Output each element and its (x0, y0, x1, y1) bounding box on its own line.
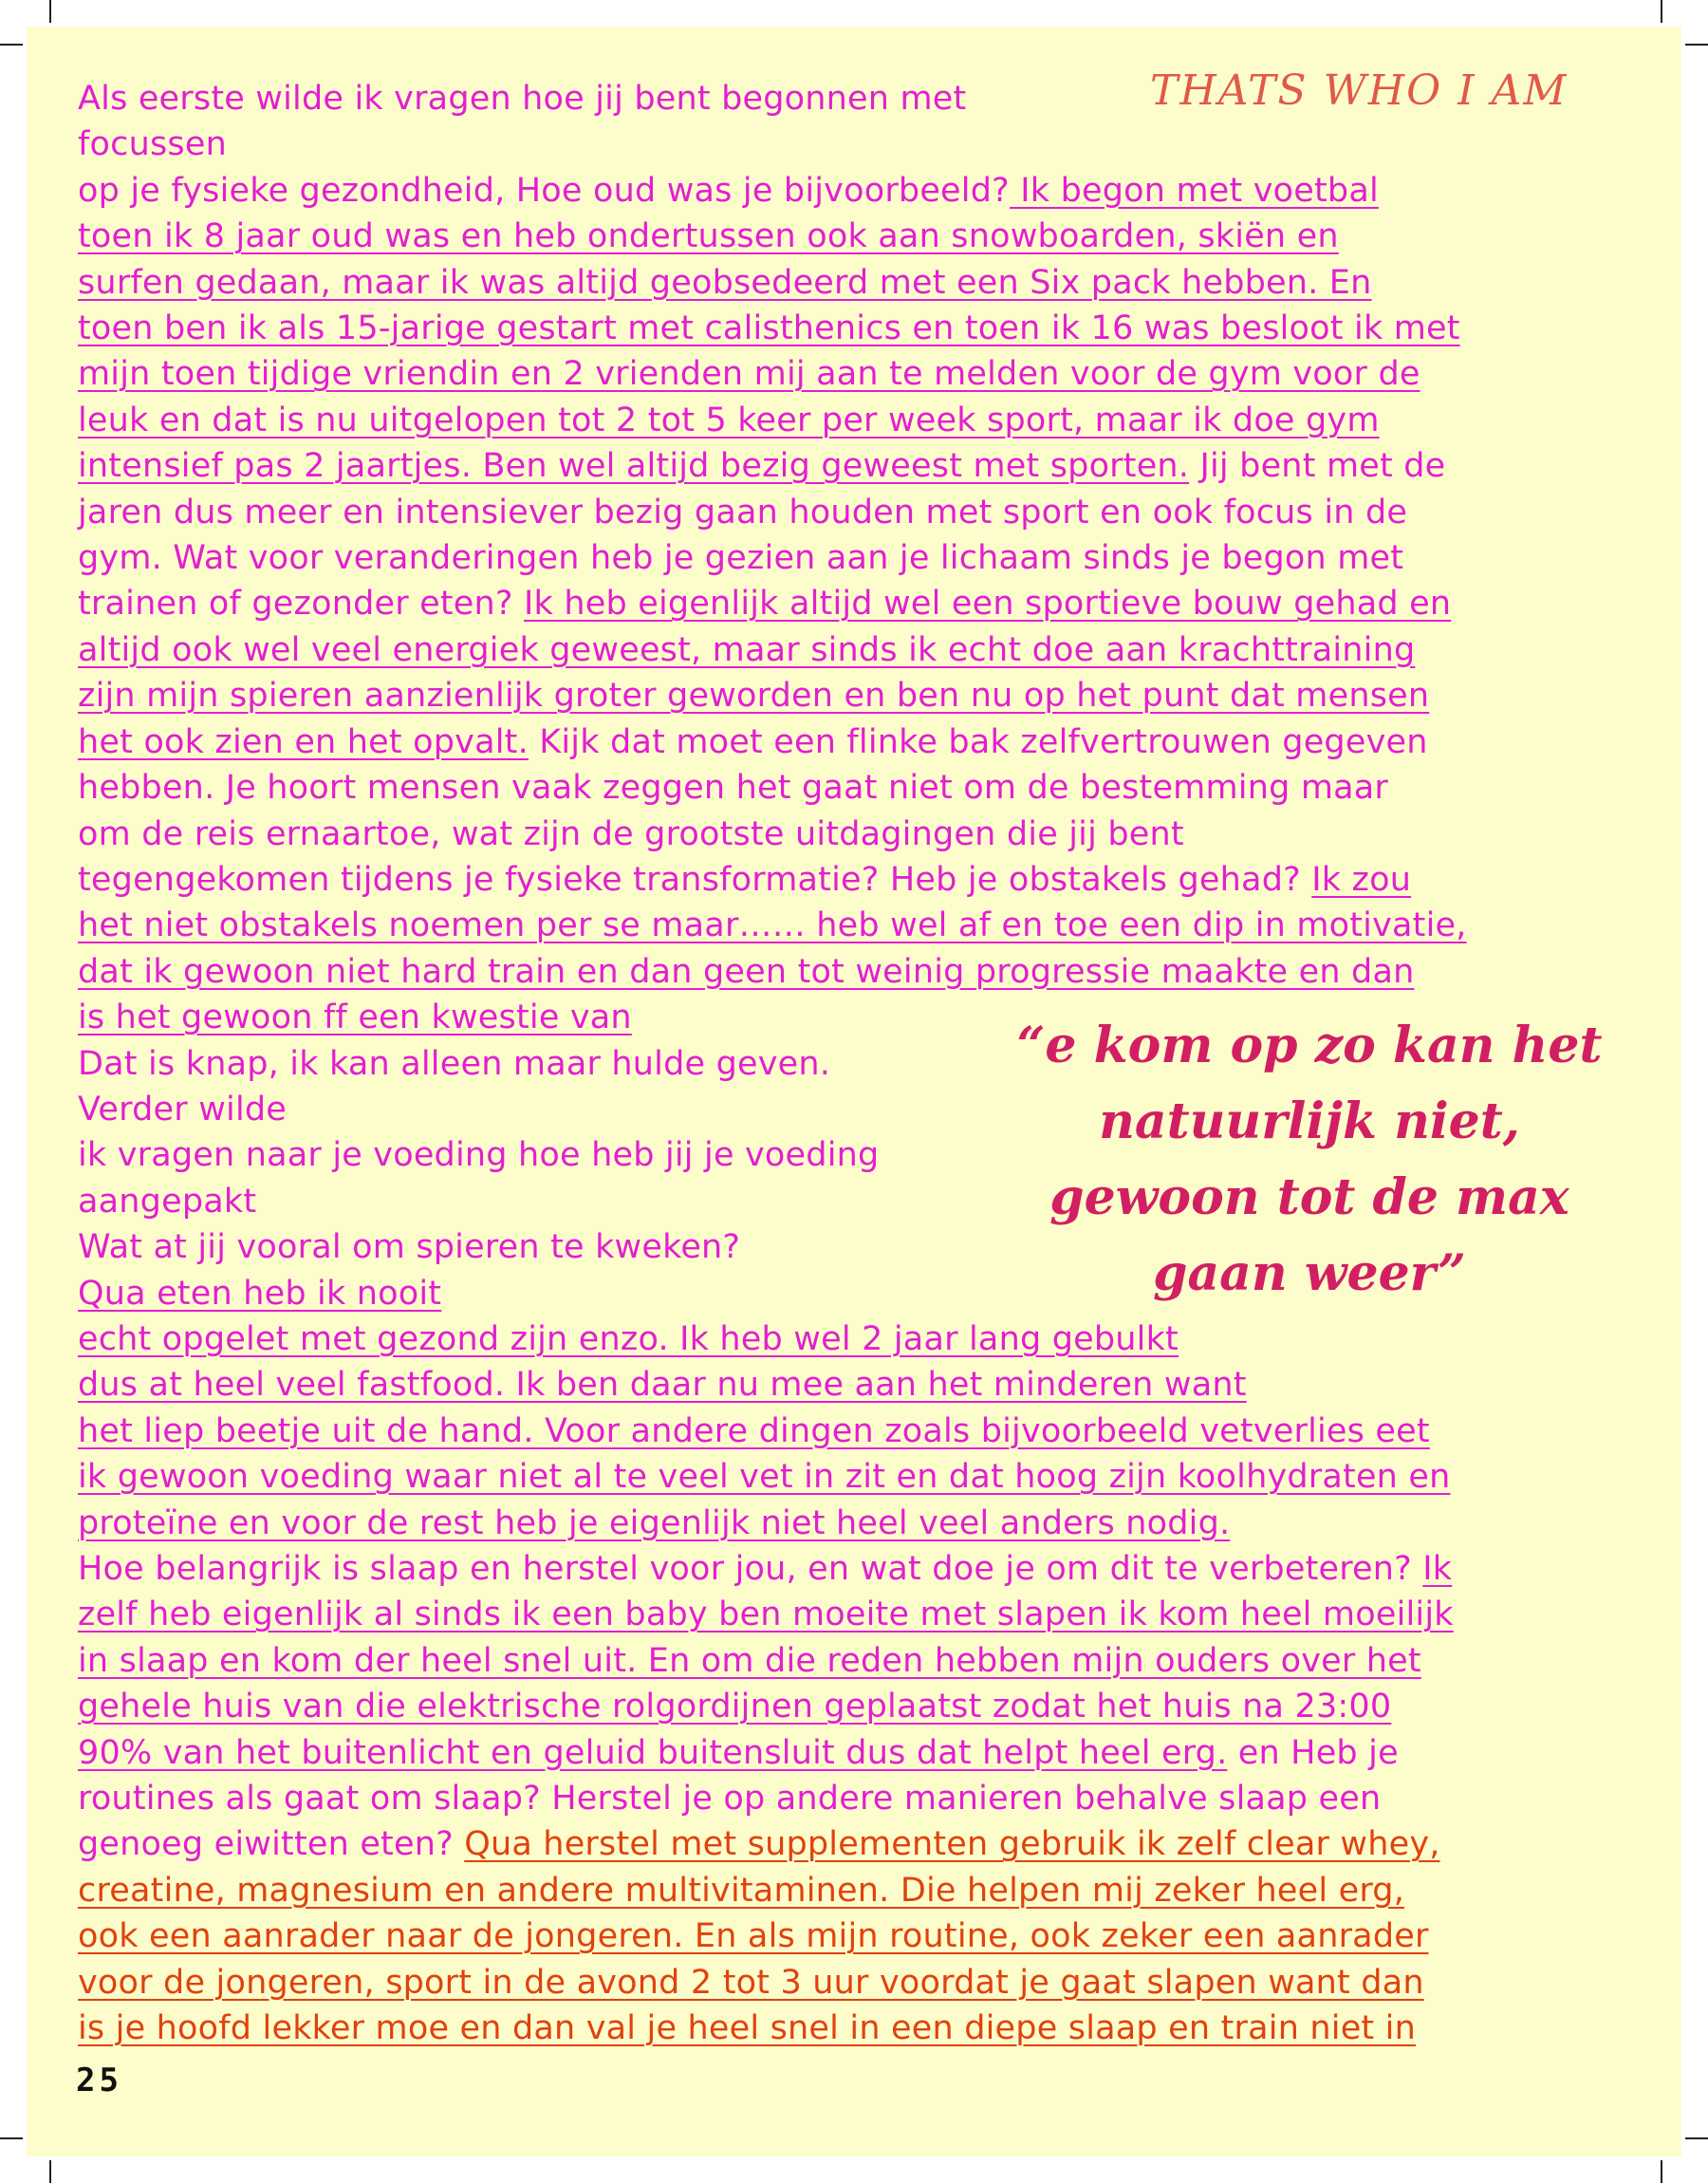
text-line (78, 581, 1630, 626)
text-line (78, 535, 1630, 581)
text-line (78, 1821, 1630, 1867)
text-line (78, 260, 1630, 306)
text-line (78, 1179, 1027, 1224)
text-line (78, 1960, 1630, 2006)
text-line (78, 1730, 1630, 1776)
text-line (78, 1454, 1630, 1500)
answer-text: ik gewoon voeding waar niet al te veel vet in zit en dat hoog zijn koolhydraten en (78, 1458, 1451, 1497)
crop-mark-top-right-v (1661, 0, 1662, 23)
text-line (78, 121, 1630, 167)
answer-text: Ik begon met voetbal (1009, 171, 1379, 210)
answer-text: Qua eten heb ik nooit (78, 1274, 442, 1313)
answer-text: het ook zien en het opvalt. (78, 722, 529, 761)
question-text: trainen of gezonder eten? (78, 585, 525, 624)
text-line (78, 1501, 1630, 1546)
crop-mark-bottom-left-v (49, 2160, 51, 2183)
crop-mark-top-left-h (0, 44, 23, 46)
text-line (78, 1913, 1630, 1959)
question-text: en Heb je (1227, 1733, 1399, 1772)
answer-text: zelf heb eigenlijk al sinds ik een baby ben moeite met slapen ik kom heel moeilijk (78, 1595, 1454, 1634)
answer-text: intensief pas 2 jaartjes. Ben wel altijd bezig geweest met sporten. (78, 447, 1190, 486)
answer-text: mijn toen tijdige vriendin en 2 vrienden mij aan te melden voor de gym voor de (78, 355, 1420, 394)
answer-text: Qua herstel met supplementen gebruik ik zelf clear whey, (464, 1825, 1440, 1864)
question-text: Wat at jij vooral om spieren te kweken? (78, 1228, 741, 1267)
text-line (78, 2006, 1630, 2051)
text-line (78, 812, 1630, 857)
answer-text: leuk en dat is nu uitgelopen tot 2 tot 5 keer per week sport, maar ik doe gym (78, 401, 1380, 439)
text-line (78, 214, 1630, 259)
question-text: jaren dus meer en intensiever bezig gaan houden met sport en ook focus in de (78, 493, 1408, 532)
question-text: Hoe belangrijk is slaap en herstel voor jou, en wat doe je om dit te verbeteren? (78, 1550, 1423, 1588)
crop-mark-top-left-v (49, 0, 51, 23)
text-line (78, 1316, 1179, 1362)
text-line (78, 903, 1630, 948)
text-line (78, 351, 1630, 397)
crop-mark-bottom-right-v (1661, 2160, 1662, 2183)
question-text: hebben. Je hoort mensen vaak zeggen het gaat niet om de bestemming maar (78, 769, 1388, 808)
answer-text: dat ik gewoon niet hard train en dan geen tot weinig progressie maakte en dan (78, 952, 1415, 991)
answer-text: Ik (1422, 1550, 1453, 1588)
crop-mark-bottom-right-h (1685, 2137, 1708, 2139)
pull-quote: “e kom op zo kan het natuurlijk niet, gewoon tot de max gaan weer” (1016, 1017, 1603, 1302)
text-line (78, 1362, 1630, 1408)
answer-text: Ik heb eigenlijk altijd wel een sportieve bouw gehad en (524, 585, 1452, 624)
crop-mark-bottom-left-h (0, 2137, 23, 2139)
text-line (78, 168, 1630, 214)
text-line (78, 443, 1630, 489)
question-text: routines als gaat om slaap? Herstel je op andere manieren behalve slaap een (78, 1780, 1382, 1819)
answer-text: zijn mijn spieren aanzienlijk groter geworden en ben nu op het punt dat mensen (78, 677, 1430, 716)
answer-text: creatine, magnesium en andere multivitaminen. Die helpen mij zeker heel erg, (78, 1871, 1405, 1910)
answer-text: toen ik 8 jaar oud was en heb ondertussen ook aan snowboarden, skiën en (78, 217, 1339, 256)
question-text: focussen (78, 125, 227, 164)
answer-text: 90% van het buitenlicht en geluid buitensluit dus dat helpt heel erg. (78, 1733, 1228, 1772)
text-line (78, 857, 1630, 903)
page-number: 25 (76, 2062, 122, 2099)
question-text: Jij bent met de (1189, 447, 1446, 486)
text-line (78, 398, 1630, 443)
text-line (78, 306, 1630, 351)
question-text: tegengekomen tijdens je fysieke transformatie? Heb je obstakels gehad? (78, 860, 1312, 899)
text-line (78, 76, 1630, 121)
question-text: genoeg eiwitten eten? (78, 1825, 465, 1864)
answer-text: ook een aanrader naar de jongeren. En als mijn routine, ook zeker een aanrader (78, 1917, 1429, 1956)
answer-text: is je hoofd lekker moe en dan val je heel snel in een diepe slaap en train niet in (78, 2009, 1416, 2048)
crop-mark-top-right-h (1685, 44, 1708, 46)
text-line (78, 765, 1630, 811)
text-line (78, 1546, 1630, 1592)
text-line (78, 1271, 1027, 1316)
text-line (78, 1132, 1027, 1178)
answer-text: gehele huis van die elektrische rolgordijnen geplaatst zodat het huis na 23:00 (78, 1688, 1392, 1726)
text-line (78, 1868, 1630, 1913)
text-line (78, 1224, 1027, 1270)
text-line (78, 673, 1630, 718)
question-text: Kijk dat moet een flinke bak zelfvertrouwen gegeven (528, 722, 1428, 761)
text-line (78, 490, 1630, 535)
answer-text: is het gewoon ff een kwestie van (78, 998, 632, 1037)
text-line (78, 1041, 1027, 1087)
answer-text: in slaap en kom der heel snel uit. En om die reden hebben mijn ouders over het (78, 1641, 1421, 1680)
brand-handwritten: THATS WHO I AM (1150, 66, 1569, 115)
text-line (78, 995, 1027, 1040)
question-text: aangepakt (78, 1182, 257, 1221)
question-text: om de reis ernaartoe, wat zijn de grootste uitdagingen die jij bent (78, 814, 1184, 853)
answer-text: toen ben ik als 15-jarige gestart met calisthenics en toen ik 16 was besloot ik met (78, 309, 1460, 348)
question-text: ik vragen naar je voeding hoe heb jij je voeding (78, 1136, 880, 1175)
answer-text: surfen gedaan, maar ik was altijd geobsedeerd met een Six pack hebben. En (78, 263, 1372, 302)
answer-text: dus at heel veel fastfood. Ik ben daar nu mee aan het minderen want (78, 1366, 1247, 1405)
question-text: op je fysieke gezondheid, Hoe oud was je bijvoorbeeld? (78, 171, 1010, 210)
question-text: Verder wilde (78, 1090, 288, 1129)
text-line (78, 1684, 1630, 1729)
answer-text: echt opgelet met gezond zijn enzo. Ik heb wel 2 jaar lang gebulkt (78, 1319, 1179, 1358)
text-line (78, 1638, 1630, 1684)
text-line (78, 719, 1630, 765)
text-line (78, 627, 1630, 673)
question-text: Dat is knap, ik kan alleen maar hulde geven. (78, 1044, 831, 1083)
question-text: gym. Wat voor veranderingen heb je gezien aan je lichaam sinds je begon met (78, 539, 1404, 578)
text-line (78, 1409, 1630, 1454)
answer-text: het niet obstakels noemen per se maar…… heb wel af en toe een dip in motivatie, (78, 906, 1467, 945)
answer-text: voor de jongeren, sport in de avond 2 tot 3 uur voordat je gaat slapen want dan (78, 1963, 1424, 2002)
text-line (78, 1592, 1630, 1637)
text-line (78, 949, 1630, 995)
text-line (78, 1087, 1027, 1132)
text-line (78, 1776, 1630, 1821)
answer-text: altijd ook wel veel energiek geweest, maar sinds ik echt doe aan krachttraining (78, 630, 1416, 669)
answer-text: het liep beetje uit de hand. Voor andere dingen zoals bijvoorbeeld vetverlies eet (78, 1411, 1430, 1450)
answer-text: Ik zou (1311, 860, 1412, 899)
answer-text: proteïne en voor de rest heb je eigenlijk niet heel veel anders nodig. (78, 1503, 1231, 1542)
question-text: Als eerste wilde ik vragen hoe jij bent begonnen met (78, 80, 967, 118)
